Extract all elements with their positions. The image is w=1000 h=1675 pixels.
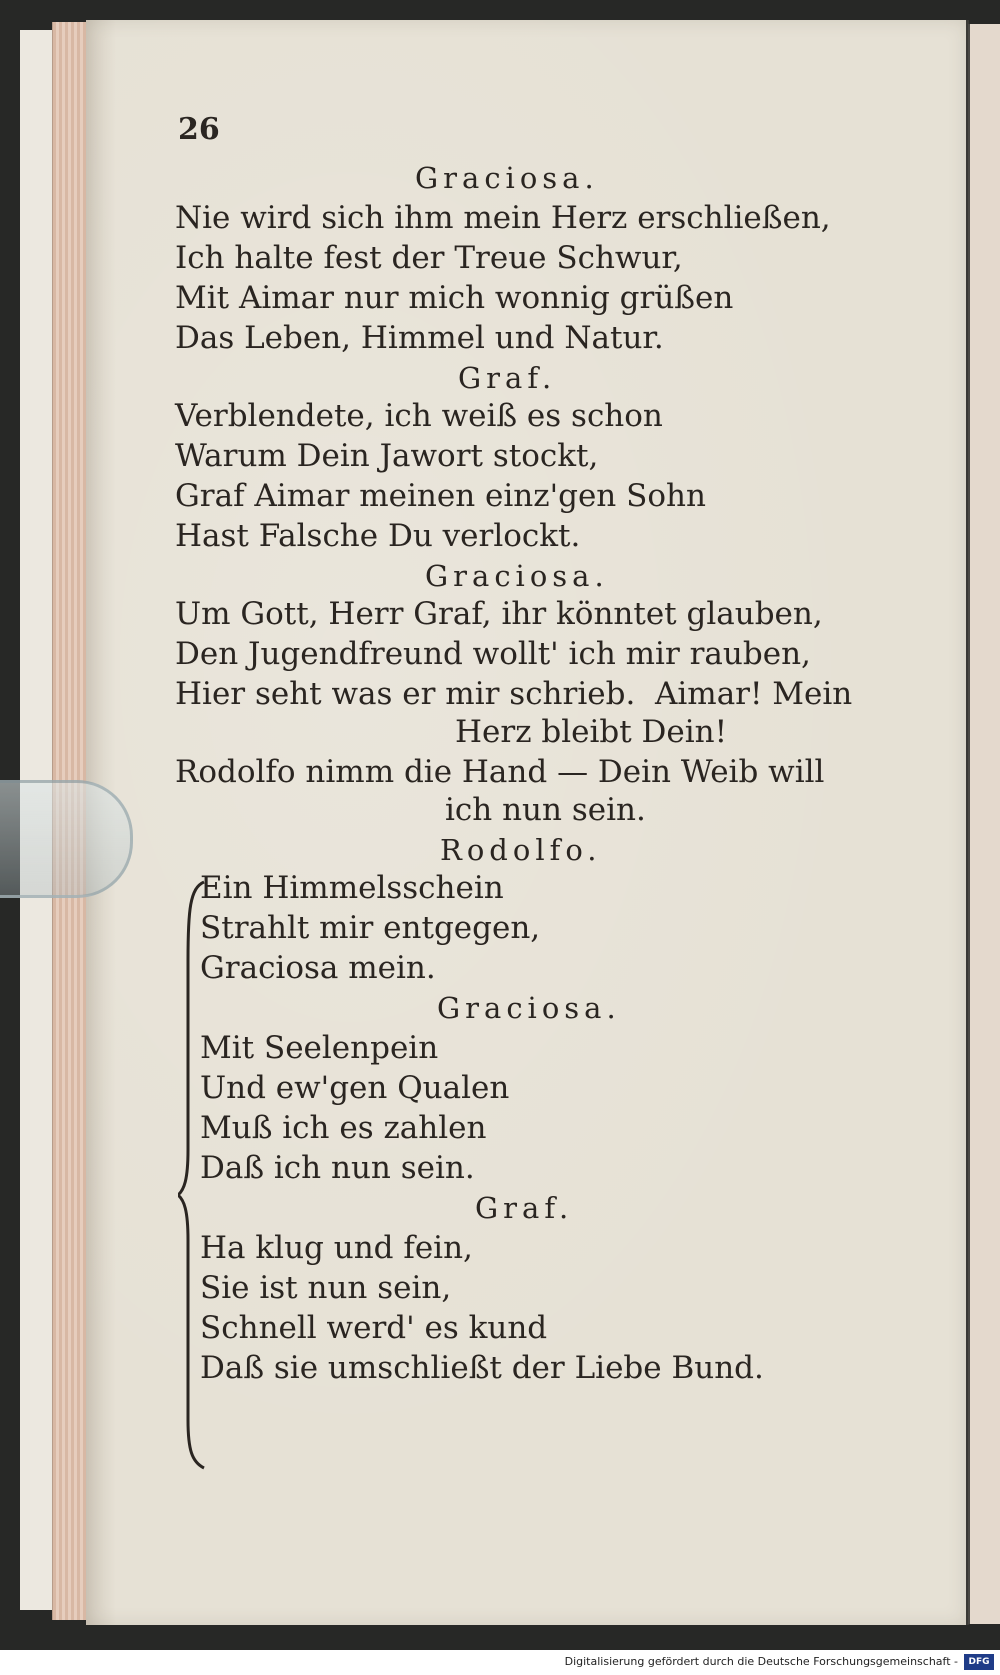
- curly-brace-icon: [178, 880, 208, 1470]
- speaker-graciosa: Graciosa.: [415, 161, 599, 195]
- speaker-graf: Graf.: [458, 361, 557, 395]
- verse-line: Und ew'gen Qualen: [200, 1070, 510, 1106]
- verse-line: Hast Falsche Du verlockt.: [175, 518, 581, 554]
- page-clip: [0, 780, 133, 898]
- footer-bar: [0, 1650, 1000, 1675]
- facing-page-edge: [968, 24, 1000, 1624]
- verse-line: Strahlt mir entgegen,: [200, 910, 541, 946]
- verse-line: Muß ich es zahlen: [200, 1110, 487, 1146]
- verse-line: Ein Himmelsschein: [200, 870, 504, 906]
- dfg-logo: DFG: [964, 1654, 994, 1670]
- verse-line: Warum Dein Jawort stockt,: [175, 438, 599, 474]
- verse-line: Nie wird sich ihm mein Herz erschließen,: [175, 200, 831, 236]
- verse-line: Herz bleibt Dein!: [455, 714, 728, 750]
- page-number: 26: [178, 112, 220, 147]
- footer-credit: Digitalisierung gefördert durch die Deutsche Forschungsgemeinschaft -: [564, 1655, 958, 1668]
- verse-line: Mit Aimar nur mich wonnig grüßen: [175, 280, 734, 316]
- verse-line: Das Leben, Himmel und Natur.: [175, 320, 664, 356]
- verse-line: Hier seht was er mir schrieb. Aimar! Mein: [175, 676, 853, 712]
- verse-line: Verblendete, ich weiß es schon: [175, 398, 663, 434]
- verse-line: Graf Aimar meinen einz'gen Sohn: [175, 478, 706, 514]
- verse-line: Rodolfo nimm die Hand — Dein Weib will: [175, 754, 825, 790]
- verse-line: Sie ist nun sein,: [200, 1270, 452, 1306]
- speaker-graciosa: Graciosa.: [425, 559, 609, 593]
- verse-line: Ha klug und fein,: [200, 1230, 473, 1266]
- speaker-graf: Graf.: [475, 1191, 574, 1225]
- verse-line: Den Jugendfreund wollt' ich mir rauben,: [175, 636, 811, 672]
- verse-line: Daß ich nun sein.: [200, 1150, 475, 1186]
- speaker-rodolfo: Rodolfo.: [440, 833, 602, 867]
- speaker-graciosa: Graciosa.: [437, 991, 621, 1025]
- verse-line: Daß sie umschließt der Liebe Bund.: [200, 1350, 764, 1386]
- verse-line: Um Gott, Herr Graf, ihr könntet glauben,: [175, 596, 823, 632]
- verse-line: Ich halte fest der Treue Schwur,: [175, 240, 683, 276]
- verse-line: ich nun sein.: [445, 792, 646, 828]
- verse-line: Schnell werd' es kund: [200, 1310, 548, 1346]
- verse-line: Graciosa mein.: [200, 950, 436, 986]
- verse-line: Mit Seelenpein: [200, 1030, 439, 1066]
